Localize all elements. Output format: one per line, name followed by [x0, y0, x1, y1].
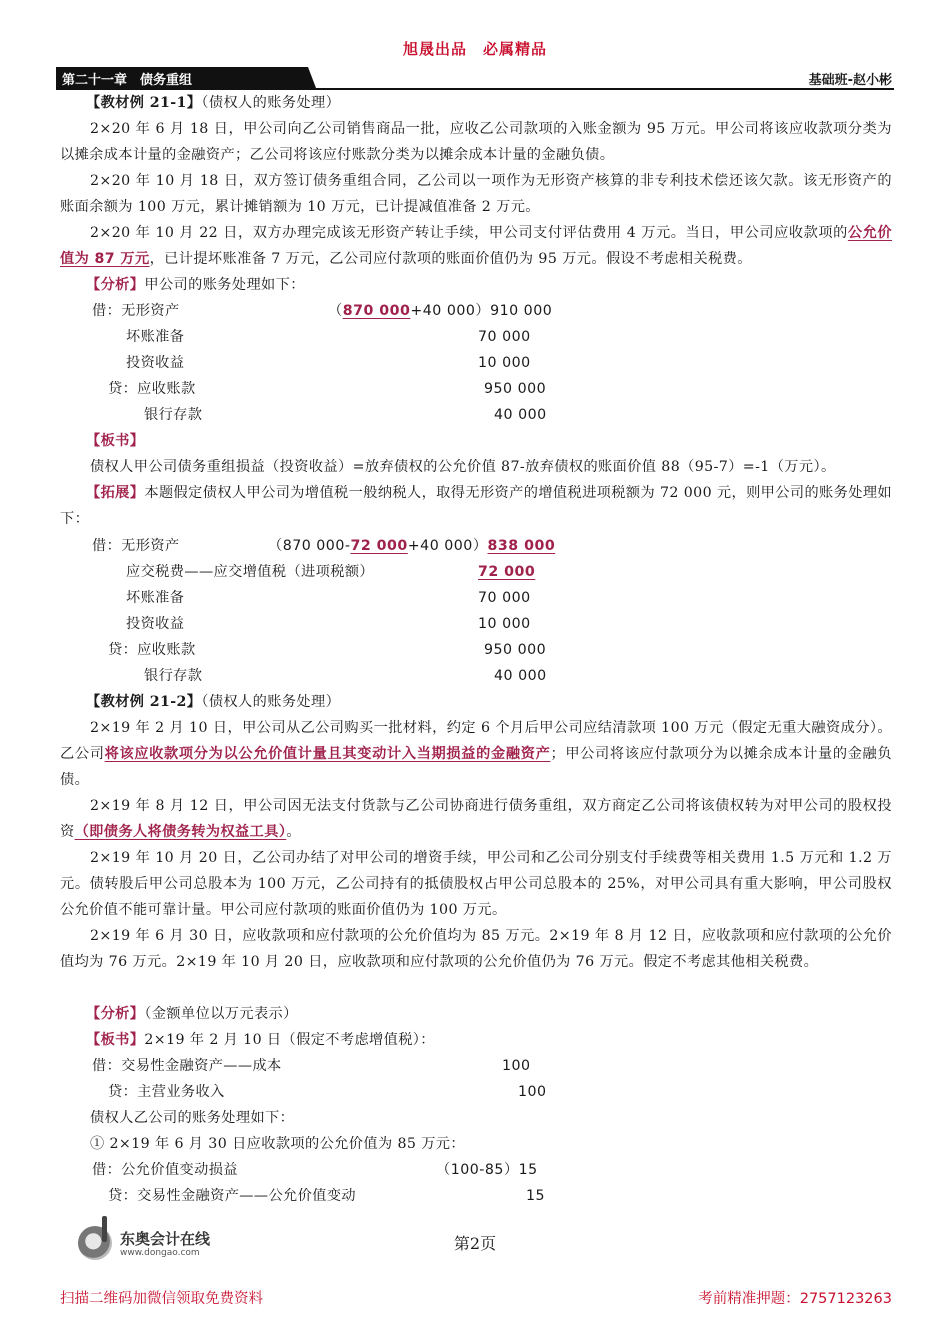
highlight-72000: 72 000 [350, 538, 408, 554]
entry2-debit-investment-income-amount: 10 000 [478, 616, 531, 632]
top-banner: 旭晟出品 必属精品 [402, 40, 547, 58]
ex2-entry1-debit: 借：交易性金融资产——成本 [92, 1058, 282, 1074]
logo-text: 东奥会计在线 [120, 1230, 211, 1248]
entry-credit-bank-amount: 40 000 [494, 407, 547, 423]
page-number: 第2页 [453, 1234, 497, 1253]
example-title: 【教材例 21-2】 [86, 694, 202, 710]
entry-debit-investment-income: 投资收益 [126, 355, 185, 371]
extension-tag: 【拓展】 [86, 485, 145, 501]
entry-debit-bad-debt: 坏账准备 [126, 329, 185, 345]
highlight-debt-to-equity: （即债务人将债务转为权益工具） [74, 824, 287, 840]
calc-b: +40 000） [407, 538, 488, 554]
ex2-creditor-text: 债权人乙公司的账务处理如下： [90, 1110, 295, 1126]
analysis-text: 甲公司的账务处理如下： [144, 277, 305, 293]
entry2-debit-vat-amount [478, 559, 535, 585]
highlight-fvtpl: 将该应收款项分为以公允价值计量且其变动计入当期损益的金融资产 [104, 746, 551, 762]
footer-promo-left: 扫描二维码加微信领取免费资料 [60, 1291, 263, 1307]
board-tag: 【板书】 [86, 433, 145, 449]
entry2-debit-vat: 应交税费——应交增值税（进项税额） [126, 564, 374, 580]
highlight-870000: 870 000 [342, 303, 411, 319]
entry2-debit-bad-debt: 坏账准备 [126, 590, 185, 606]
footer-promo-right: 考前精准押题：2757123263 [698, 1291, 892, 1307]
extension-text: 本题假定债权人甲公司为增值税一般纳税人，取得无形资产的增值税进项税额为 72 000 元，则甲公司的账务处理如下： [60, 485, 892, 527]
entry-credit-receivable: 贷：应收账款 [108, 381, 196, 397]
entry2-credit-bank: 银行存款 [144, 668, 203, 684]
analysis-tag: 【分析】 [86, 277, 145, 293]
text: ，已计提坏账准备 7 万元，乙公司应付款项的账面价值仍为 95 万元。假设不考虑相关税费。 [149, 251, 752, 267]
ex2-paragraph-3: 2×19 年 10 月 20 日，乙公司办结了对甲公司的增资手续，甲公司和乙公司分别支付手续费等相关费用 1.5 万元和 1.2 万元。债转股后甲公司总股本为 100 万元，乙公司持有的抵债股权占甲公司总股本的 25%，对甲公司具有重大影响，甲公司股权公允价值不能可靠计量。甲公司应付款项的账面价值仍为 100 万元。 [60, 850, 892, 918]
ex2-paragraph-2 [60, 793, 892, 845]
entry2-debit-investment-income: 投资收益 [126, 616, 185, 632]
ex2-entry2-debit: 借：公允价值变动损益 [92, 1162, 238, 1178]
ex2-entry2-credit: 贷：交易性金融资产——公允价值变动 [108, 1188, 356, 1204]
paren: （ [328, 303, 343, 319]
example-21-2-heading [86, 689, 340, 715]
teacher-label: 基础班-赵小彬 [808, 73, 892, 88]
highlight-fair-value: 公允价值为 87 万元 [60, 225, 892, 267]
example-21-1-heading [86, 90, 340, 116]
ex1-paragraph-1: 2×20 年 6 月 18 日，甲公司向乙公司销售商品一批，应收乙公司款项的入账金额为 95 万元。甲公司将该应收款项分类为以摊余成本计量的金融资产；乙公司将该应付账款分类为以摊余成本计量的金融负债。 [60, 121, 892, 163]
entry2-debit-intangible-calc [268, 533, 555, 559]
entry-debit-bad-debt-amount: 70 000 [478, 329, 531, 345]
ex2-entry1-credit-amount: 100 [518, 1084, 547, 1100]
entry2-credit-bank-amount: 40 000 [494, 668, 547, 684]
ex1-paragraph-2: 2×20 年 10 月 18 日，双方签订债务重组合同，乙公司以一项作为无形资产核算的非专利技术偿还该欠款。该无形资产的账面余额为 100 万元，累计摊销额为 10 万元，已计提减值准备 2 万元。 [60, 173, 892, 215]
ex2-paragraph-1 [60, 715, 892, 793]
entry2-debit-intangible: 借：无形资产 [92, 538, 180, 554]
board-text: 2×19 年 2 月 10 日（假定不考虑增值税）： [144, 1032, 435, 1048]
ex2-analysis [86, 1001, 298, 1027]
text: 。 [286, 824, 301, 840]
example-title: 【教材例 21-1】 [86, 95, 202, 111]
ex1-board-tag [86, 428, 144, 454]
ex2-board [86, 1027, 435, 1053]
entry2-credit-receivable-amount: 950 000 [484, 642, 547, 658]
board-tag: 【板书】 [86, 1032, 145, 1048]
entry-credit-receivable-amount: 950 000 [484, 381, 547, 397]
ex2-entry2-debit-amount: （100-85）15 [436, 1162, 538, 1178]
ex2-paragraph-4: 2×19 年 6 月 30 日，应收款项和应付款项的公允价值均为 85 万元。2×19 年 8 月 12 日，应收款项和应付款项的公允价值均为 76 万元。2×19 年 10 月 20 日，应收款项和应付款项的公允价值仍为 76 万元。假定不考虑其他相关税费。 [60, 928, 892, 970]
text: 2×20 年 10 月 22 日，双方办理完成该无形资产转让手续，甲公司支付评估费用 4 万元。当日，甲公司应收款项的 [90, 225, 848, 241]
highlight-838000: 838 000 [487, 538, 556, 554]
ex1-board-text: 债权人甲公司债务重组损益（投资收益）=放弃债权的公允价值 87-放弃债权的账面价值 88（95-7）=-1（万元）。 [90, 459, 836, 475]
analysis-tag: 【分析】 [86, 1006, 145, 1022]
logo-url: www.dongao.com [120, 1248, 200, 1258]
ex2-entry1-credit: 贷：主营业务收入 [108, 1084, 225, 1100]
ex1-extension [60, 480, 892, 532]
example-note: （债权人的账务处理） [201, 95, 341, 111]
text: 2×19 年 8 月 12 日，甲公司因无法支付货款与乙公司协商进行债务重组，双方商定乙公司将该债权转为对甲公司的股权投资 [60, 798, 892, 840]
entry-debit-investment-income-amount: 10 000 [478, 355, 531, 371]
ex1-analysis [86, 272, 305, 298]
entry2-credit-receivable: 贷：应收账款 [108, 642, 196, 658]
analysis-text: （金额单位以万元表示） [144, 1006, 298, 1022]
ex1-paragraph-3 [60, 220, 892, 272]
text: ；甲公司将该应付款项分为以摊余成本计量的金融负债。 [60, 746, 892, 788]
ex2-entry2-credit-amount: 15 [526, 1188, 546, 1204]
example-note: （债权人的账务处理） [201, 694, 341, 710]
ex2-step-1: ① 2×19 年 6 月 30 日应收款项的公允价值为 85 万元： [90, 1136, 465, 1152]
amount-rest: +40 000）910 000 [410, 303, 553, 319]
chapter-title: 第二十一章 债务重组 [62, 73, 193, 88]
ex2-entry1-debit-amount: 100 [502, 1058, 531, 1074]
highlight-vat-amount: 72 000 [478, 564, 536, 580]
entry2-debit-bad-debt-amount: 70 000 [478, 590, 531, 606]
entry-debit-intangible-amount [328, 298, 552, 324]
text: 2×19 年 2 月 10 日，甲公司从乙公司购买一批材料，约定 6 个月后甲公司应结清款项 100 万元（假定无重大融资成分）。乙公司 [60, 720, 892, 762]
entry-debit-intangible: 借：无形资产 [92, 303, 180, 319]
calc-a: （870 000- [268, 538, 351, 554]
entry-credit-bank: 银行存款 [144, 407, 203, 423]
